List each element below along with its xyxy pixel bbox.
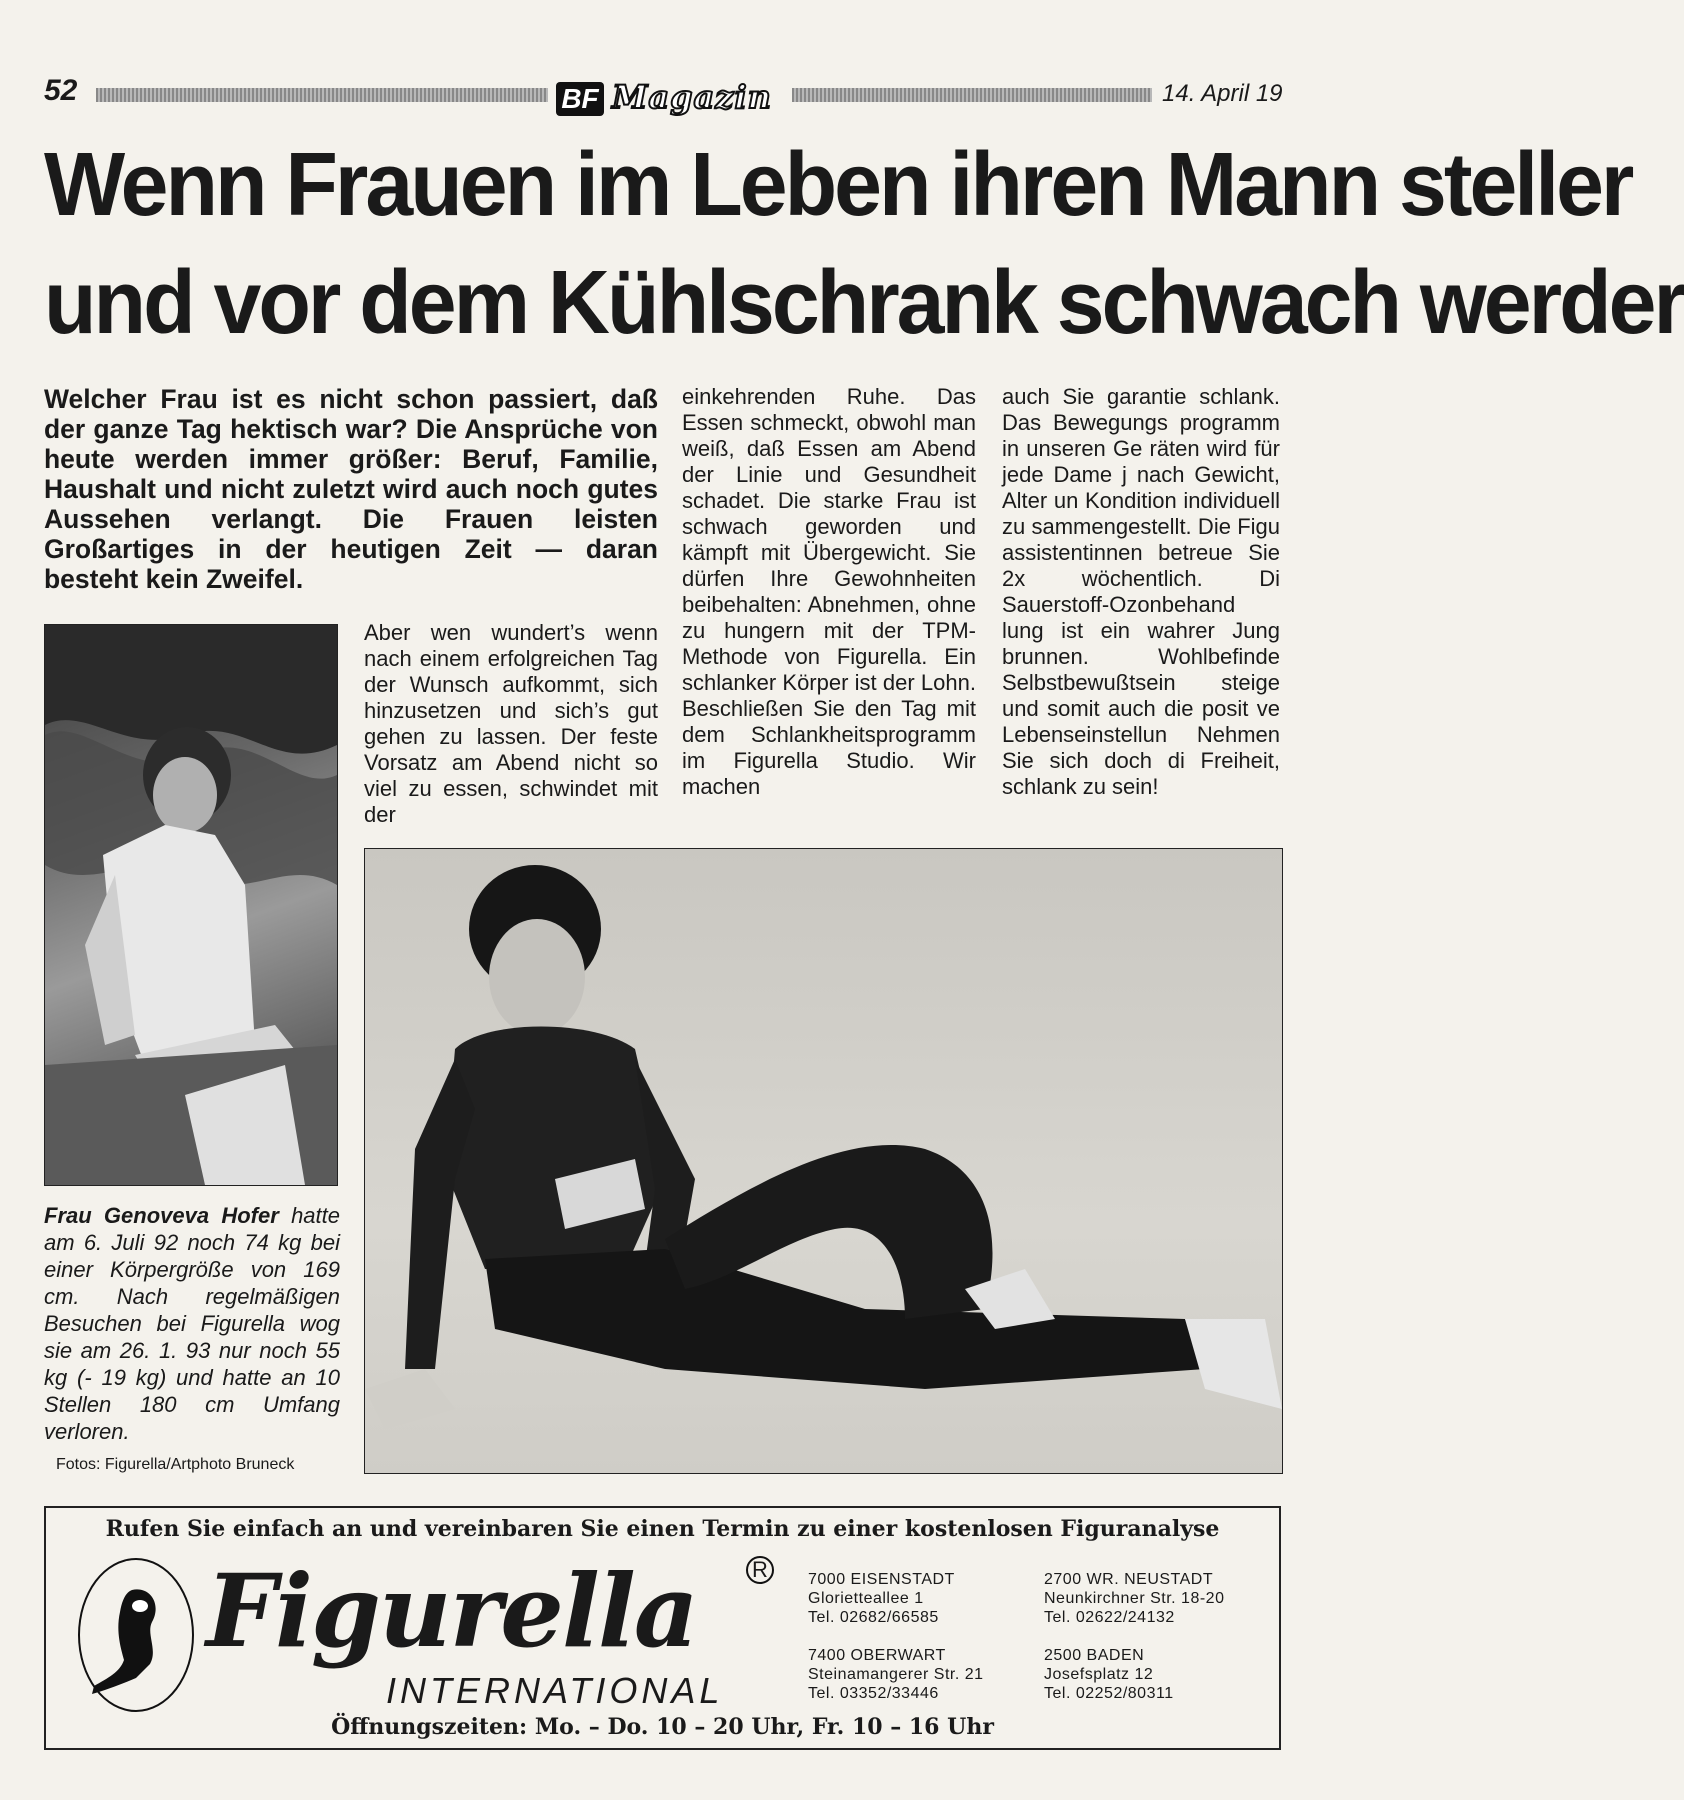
silhouette-icon: [80, 1560, 192, 1710]
brand-magazin-wordmark: Magazin: [612, 78, 772, 116]
opening-hours: Öffnungszeiten: Mo. – Do. 10 – 20 Uhr, Fr. 10 – 16 Uhr: [331, 1714, 994, 1740]
location-street: Steinamangerer Str. 21: [808, 1666, 984, 1683]
location-eisenstadt: [808, 1570, 955, 1627]
figurella-subtitle: INTERNATIONAL: [386, 1670, 724, 1711]
location-phone: Tel. 02252/80311: [1044, 1685, 1174, 1702]
photo-before: [44, 624, 338, 1186]
caption-text: hatte am 6. Juli 92 noch 74 kg bei einer Körpergröße von 169 cm. Nach regelmäßigen Besuchen bei Figurella wog sie am 26. 1. 93 nur noch 55 kg (- 19 kg) und hatte an 10 Stellen 180 cm Umfang verloren.: [44, 1203, 341, 1444]
figurella-advertisement: [44, 1506, 1281, 1750]
location-phone: Tel. 03352/33446: [808, 1685, 939, 1702]
header-rule-left: [96, 88, 548, 102]
photo-after: [364, 848, 1283, 1474]
brand-bf-mark: BF: [556, 82, 604, 116]
photo-credit: Fotos: Figurella/Artphoto Bruneck: [56, 1456, 295, 1473]
location-street: Glorietteallee 1: [808, 1590, 924, 1607]
lead-paragraph: Welcher Frau ist es nicht schon passiert, daß der ganze Tag hektisch war? Die Ansprüche von heute werden immer größer: Beruf, Familie, Haushalt und nicht zuletzt wird auch noch gutes Aussehen verlangt. Die Frauen leisten Großartiges in der heutigen Zeit — daran besteht kein Zweifel.: [44, 384, 658, 594]
location-city: 7000 EISENSTADT: [808, 1571, 955, 1588]
page-number: 52: [44, 74, 78, 107]
photo-caption: [44, 1202, 340, 1445]
location-wr-neustadt: [1044, 1570, 1224, 1627]
figurella-emblem-icon: [78, 1558, 194, 1712]
body-column-3: auch Sie garantie schlank. Das Bewegungs programm in unseren Ge räten wird für jede Dame j nach Gewicht, Alter un Kondition individuell zu sammengestellt. Die Figu assistentinnen betreue Sie 2x wöchentlich. Di Sauerstoff-Ozonbehand lung ist ein wahrer Jung brunnen. Wohlbefinde Selbstbewußtsein steige und somit auch die posit ve Lebenseinstellun Nehmen Sie sich doch di Freiheit, schlank zu sein!: [1002, 384, 1280, 799]
photo-before-image: [45, 625, 337, 1185]
location-street: Neunkirchner Str. 18-20: [1044, 1590, 1225, 1607]
ad-headline: Rufen Sie einfach an und vereinbaren Sie einen Termin zu einer kostenlosen Figuranalyse: [105, 1516, 1220, 1542]
issue-date: 14. April 19: [1162, 80, 1283, 107]
location-oberwart: [808, 1646, 984, 1703]
headline-line-2: und vor dem Kühlschrank schwach werder: [44, 252, 1684, 353]
location-phone: Tel. 02622/24132: [1044, 1609, 1175, 1626]
location-street: Josefsplatz 12: [1044, 1666, 1154, 1683]
location-phone: Tel. 02682/66585: [808, 1609, 939, 1626]
photo-after-image: [365, 849, 1282, 1473]
location-city: 2500 BADEN: [1044, 1647, 1145, 1664]
figurella-logo: Figurella: [206, 1552, 697, 1670]
body-column-1: Aber wen wundert’s wenn nach einem erfolgreichen Tag der Wunsch aufkommt, sich hinzusetzen und sich’s gut gehen zu lassen. Der feste Vorsatz am Abend nicht so viel zu essen, schwindet mit der: [364, 620, 658, 827]
brand-logo: [556, 78, 778, 122]
caption-name: Frau Genoveva Hofer: [44, 1203, 279, 1228]
body-column-2: einkehrenden Ruhe. Das Essen schmeckt, obwohl man weiß, daß Essen am Abend der Linie und Gesundheit schadet. Die starke Frau ist schwach geworden und kämpft mit Übergewicht. Sie dürfen Ihre Gewohnheiten beibehalten: Abnehmen, ohne zu hungern mit der TPM-Methode von Figurella. Ein schlanker Körper ist der Lohn. Beschließen Sie den Tag mit dem Schlankheitsprogramm im Figurella Studio. Wir machen: [682, 384, 976, 799]
location-baden: [1044, 1646, 1174, 1703]
header-rule-right: [792, 88, 1152, 102]
headline-line-1: Wenn Frauen im Leben ihren Mann steller: [44, 134, 1632, 235]
location-city: 2700 WR. NEUSTADT: [1044, 1571, 1214, 1588]
registered-mark-icon: R: [746, 1556, 774, 1584]
location-city: 7400 OBERWART: [808, 1647, 946, 1664]
